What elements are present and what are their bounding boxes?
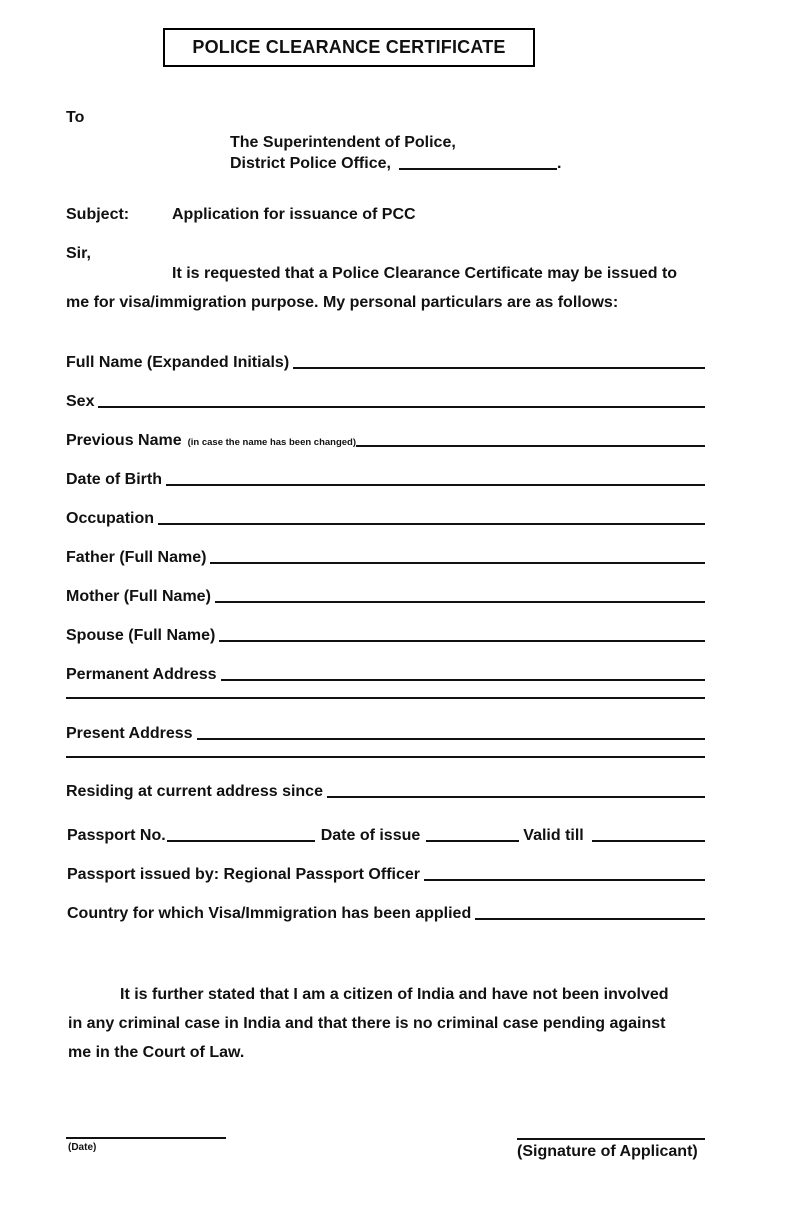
permanent-address-label: Permanent Address	[66, 666, 217, 683]
country-label: Country for which Visa/Immigration has been applied	[67, 905, 472, 922]
country-field[interactable]	[67, 901, 705, 923]
district-blank-line[interactable]	[399, 168, 557, 170]
occupation-field[interactable]	[66, 506, 705, 528]
declaration-line-3: me in the Court of Law.	[68, 1044, 245, 1061]
addressee-period: .	[556, 155, 562, 172]
occupation-blank[interactable]	[158, 523, 705, 525]
residing-since-field[interactable]	[66, 779, 705, 801]
sex-label: Sex	[66, 393, 95, 410]
dob-label: Date of Birth	[66, 471, 162, 488]
present-address-field[interactable]	[66, 721, 705, 743]
valid-till-blank[interactable]	[592, 840, 705, 842]
previous-name-field[interactable]	[66, 428, 705, 450]
intro-line-1: It is requested that a Police Clearance Certificate may be issued to	[172, 265, 678, 282]
mother-blank[interactable]	[215, 601, 705, 603]
spouse-field[interactable]	[66, 623, 705, 645]
sex-blank[interactable]	[98, 406, 705, 408]
sex-field[interactable]	[66, 389, 705, 411]
mother-label: Mother (Full Name)	[66, 588, 211, 605]
permanent-address-blank[interactable]	[221, 679, 705, 681]
date-of-issue-label: Date of issue	[320, 827, 421, 844]
signature-label: (Signature of Applicant)	[517, 1143, 698, 1160]
previous-name-note: (in case the name has been changed)	[187, 437, 357, 448]
permanent-address-second-line[interactable]	[66, 697, 705, 699]
date-label: (Date)	[68, 1142, 97, 1153]
to-label: To	[66, 109, 85, 126]
previous-name-blank[interactable]	[356, 445, 705, 447]
country-blank[interactable]	[475, 918, 705, 920]
date-blank-line[interactable]	[66, 1137, 226, 1139]
addressee-line-2	[230, 155, 561, 173]
mother-field[interactable]	[66, 584, 705, 606]
residing-since-blank[interactable]	[327, 796, 705, 798]
passport-issued-by-blank[interactable]	[424, 879, 705, 881]
addressee-line-1: The Superintendent of Police,	[230, 134, 456, 151]
residing-since-label: Residing at current address since	[66, 783, 323, 800]
father-field[interactable]	[66, 545, 705, 567]
father-label: Father (Full Name)	[66, 549, 207, 566]
permanent-address-field[interactable]	[66, 662, 705, 684]
full-name-field[interactable]	[66, 350, 705, 372]
spouse-blank[interactable]	[219, 640, 705, 642]
passport-no-label: Passport No.	[67, 827, 166, 844]
present-address-second-line[interactable]	[66, 756, 705, 758]
dob-blank[interactable]	[166, 484, 705, 486]
signature-blank-line[interactable]	[517, 1138, 705, 1140]
full-name-blank[interactable]	[293, 367, 705, 369]
previous-name-label: Previous Name	[66, 432, 182, 449]
passport-issued-by-field[interactable]	[67, 862, 705, 884]
father-blank[interactable]	[210, 562, 705, 564]
declaration-line-1: It is further stated that I am a citizen of India and have not been involved	[120, 986, 669, 1003]
spouse-label: Spouse (Full Name)	[66, 627, 216, 644]
present-address-label: Present Address	[66, 725, 193, 742]
full-name-label: Full Name (Expanded Initials)	[66, 354, 290, 371]
valid-till-label: Valid till	[523, 827, 584, 844]
occupation-label: Occupation	[66, 510, 155, 527]
dob-field[interactable]	[66, 467, 705, 489]
passport-no-blank[interactable]	[167, 840, 315, 842]
date-of-issue-blank[interactable]	[426, 840, 519, 842]
form-title: POLICE CLEARANCE CERTIFICATE	[163, 28, 535, 67]
passport-issued-by-label: Passport issued by: Regional Passport Officer	[67, 866, 420, 883]
subject-label: Subject:	[66, 206, 130, 223]
declaration-line-2: in any criminal case in India and that there is no criminal case pending against	[68, 1015, 666, 1032]
passport-row	[67, 823, 705, 845]
intro-line-2: me for visa/immigration purpose. My personal particulars are as follows:	[66, 294, 619, 311]
addressee-office-label: District Police Office,	[230, 155, 391, 172]
salutation: Sir,	[66, 245, 91, 262]
subject-text: Application for issuance of PCC	[172, 206, 416, 223]
present-address-blank[interactable]	[197, 738, 705, 740]
